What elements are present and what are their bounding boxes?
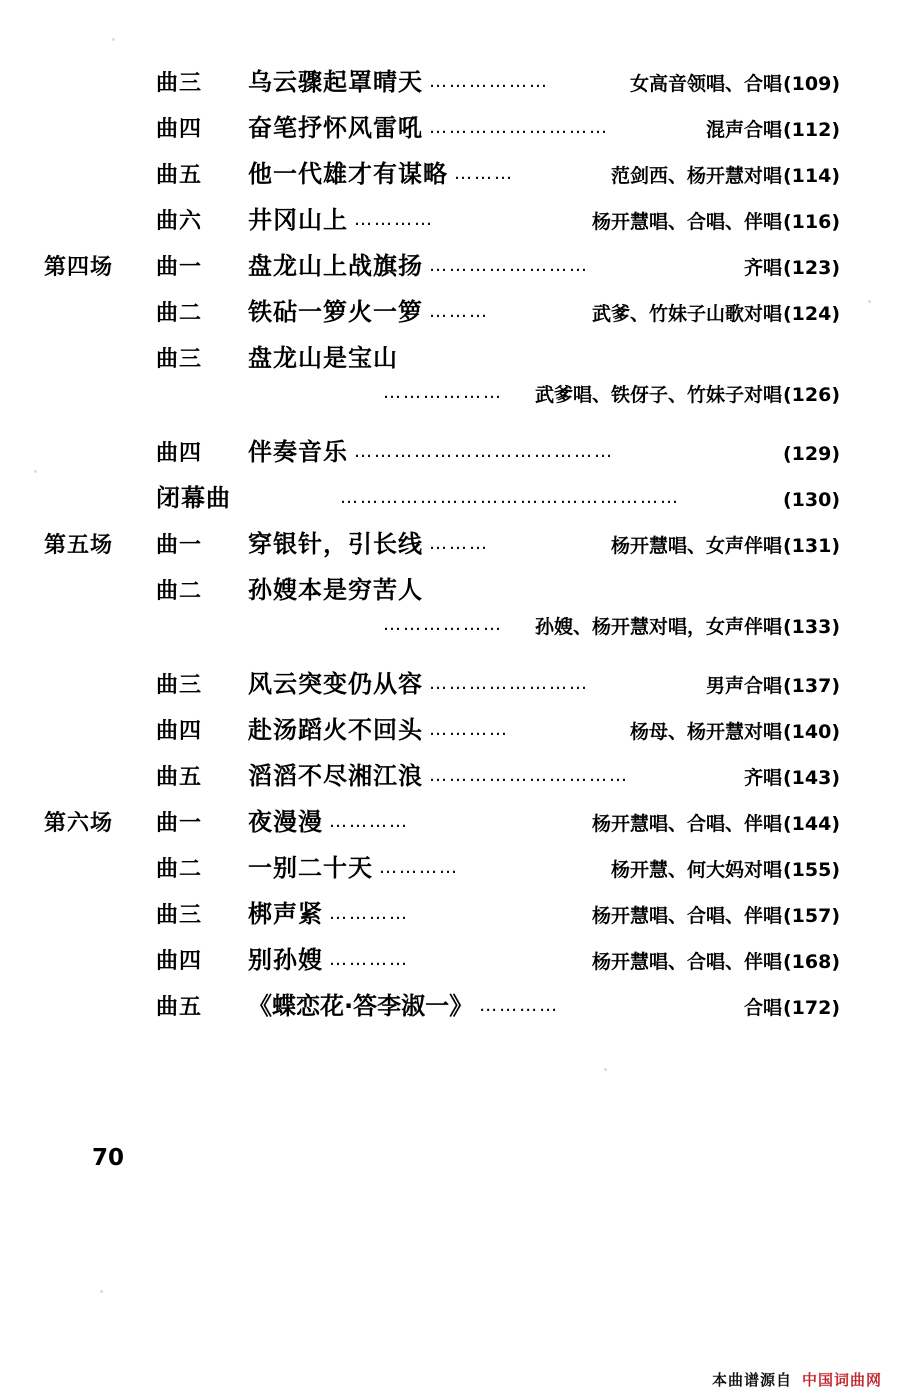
toc-song-number: 曲四 xyxy=(156,117,203,142)
toc-song-number: 曲三 xyxy=(156,347,203,372)
toc-leader-dots: ………… xyxy=(329,949,409,970)
toc-page-number: (109) xyxy=(782,73,840,95)
toc-leader-dots: …………………… xyxy=(429,255,589,276)
toc-song-title: 井冈山上 xyxy=(248,206,348,234)
toc-song-title: 铁砧一箩火一箩 xyxy=(248,298,423,326)
toc-row[interactable] xyxy=(40,570,840,612)
toc-song-title: 奋笔抒怀风雷吼 xyxy=(248,114,423,142)
toc-page-number: (123) xyxy=(782,257,840,279)
toc-song-number: 曲三 xyxy=(156,673,203,698)
source-credit xyxy=(712,1369,882,1390)
toc-song-title: 赴汤蹈火不回头 xyxy=(248,716,423,744)
toc-song-number: 曲四 xyxy=(156,949,203,974)
toc-row[interactable] xyxy=(40,710,840,756)
toc-row-continuation[interactable] xyxy=(40,380,840,432)
toc-song-number: 曲二 xyxy=(156,857,203,882)
toc-song-number: 曲六 xyxy=(156,209,203,234)
toc-row[interactable] xyxy=(40,338,840,380)
toc-leader-dots: ………… xyxy=(329,811,409,832)
toc-page-number: (116) xyxy=(782,211,840,233)
toc-song-title: 滔滔不尽湘江浪 xyxy=(248,762,423,790)
toc-row[interactable] xyxy=(40,154,840,200)
source-credit-site[interactable]: 中国词曲网 xyxy=(801,1371,882,1389)
toc-song-number: 曲二 xyxy=(156,301,203,326)
toc-song-title: 一别二十天 xyxy=(248,854,373,882)
toc-row[interactable] xyxy=(40,986,840,1032)
toc-row[interactable] xyxy=(40,62,840,108)
toc-song-title: 梆声紧 xyxy=(248,900,323,928)
toc-song-title: 他一代雄才有谋略 xyxy=(248,160,448,188)
toc-song-title: 盘龙山是宝山 xyxy=(248,344,398,372)
toc-page-number: (133) xyxy=(782,616,840,638)
toc-page-number: (168) xyxy=(782,951,840,973)
toc-song-title: 夜漫漫 xyxy=(248,808,323,836)
toc-song-title: 孙嫂本是穷苦人 xyxy=(248,576,423,604)
toc-leader-dots: ……………… xyxy=(382,382,503,403)
toc-page-number: (143) xyxy=(782,767,840,789)
toc-row[interactable] xyxy=(40,432,840,478)
toc-leader-dots: ……………… xyxy=(382,614,503,635)
toc-row-continuation[interactable] xyxy=(40,612,840,664)
toc-song-title: 伴奏音乐 xyxy=(248,438,348,466)
scan-speck xyxy=(604,1068,607,1071)
toc-row[interactable] xyxy=(40,848,840,894)
toc-leader-dots: ………………………………… xyxy=(354,441,614,462)
toc-page-number: (172) xyxy=(782,997,840,1019)
toc-row[interactable] xyxy=(40,940,840,986)
table-of-contents xyxy=(40,62,840,1032)
toc-performer: 杨开慧唱、女声伴唱 xyxy=(610,535,782,557)
toc-performer: 杨开慧、何大妈对唱 xyxy=(610,859,782,881)
toc-song-number: 曲一 xyxy=(156,811,203,836)
toc-row[interactable] xyxy=(40,108,840,154)
toc-leader-dots: ……… xyxy=(454,163,514,184)
toc-performer: 男声合唱 xyxy=(705,675,782,697)
toc-leader-dots: ……………… xyxy=(429,71,549,92)
toc-row[interactable] xyxy=(40,200,840,246)
toc-scene-label: 第四场 xyxy=(44,255,114,280)
toc-page-number: (126) xyxy=(782,384,840,406)
toc-row[interactable] xyxy=(40,894,840,940)
toc-leader-dots: …………………………………………… xyxy=(340,487,680,508)
toc-page-number: (157) xyxy=(782,905,840,927)
toc-performer: 女高音领唱、合唱 xyxy=(629,73,782,95)
toc-performer: 孙嫂、杨开慧对唱，女声伴唱 xyxy=(534,616,782,638)
toc-song-number: 曲三 xyxy=(156,903,203,928)
toc-leader-dots: ………… xyxy=(354,209,434,230)
scan-speck xyxy=(112,38,115,41)
toc-leader-dots: ………… xyxy=(379,857,459,878)
toc-song-number: 闭幕曲 xyxy=(156,484,231,512)
toc-leader-dots: ………… xyxy=(479,995,560,1016)
toc-leader-dots: ……… xyxy=(429,533,489,554)
toc-song-title: 《蝶恋花·答李淑一》 xyxy=(248,992,474,1020)
toc-scene-label: 第六场 xyxy=(44,811,114,836)
toc-song-number: 曲四 xyxy=(156,719,203,744)
scan-speck xyxy=(100,1290,103,1293)
toc-performer: 武爹唱、铁伢子、竹妹子对唱 xyxy=(534,384,782,406)
toc-leader-dots: ………………………… xyxy=(429,765,629,786)
toc-performer: 杨开慧唱、合唱、伴唱 xyxy=(591,813,782,835)
toc-song-number: 曲一 xyxy=(156,255,203,280)
toc-song-title: 穿银针，引长线 xyxy=(248,530,423,558)
scan-speck xyxy=(868,300,871,303)
toc-page-number: (144) xyxy=(782,813,840,835)
toc-performer: 齐唱 xyxy=(743,767,782,789)
toc-song-number: 曲三 xyxy=(156,71,203,96)
toc-page-number: (130) xyxy=(782,489,840,511)
toc-song-number: 曲五 xyxy=(156,765,203,790)
toc-song-number: 曲五 xyxy=(156,995,203,1020)
toc-row[interactable] xyxy=(40,802,840,848)
toc-performer: 杨开慧唱、合唱、伴唱 xyxy=(591,951,782,973)
toc-row[interactable] xyxy=(40,478,840,524)
toc-scene-label: 第五场 xyxy=(44,533,114,558)
toc-page-number: (155) xyxy=(782,859,840,881)
toc-performer: 杨母、杨开慧对唱 xyxy=(629,721,782,743)
toc-page-number: (137) xyxy=(782,675,840,697)
toc-performer: 范剑西、杨开慧对唱 xyxy=(610,165,782,187)
toc-performer: 武爹、竹妹子山歌对唱 xyxy=(591,303,782,325)
page-number: 70 xyxy=(92,1145,125,1171)
toc-leader-dots: …………………… xyxy=(429,673,589,694)
toc-song-number: 曲四 xyxy=(156,441,203,466)
toc-row[interactable] xyxy=(40,292,840,338)
toc-leader-dots: ……… xyxy=(429,301,489,322)
toc-song-title: 盘龙山上战旗扬 xyxy=(248,252,423,280)
toc-leader-dots: ……………………… xyxy=(429,117,609,138)
toc-leader-dots: ………… xyxy=(329,903,409,924)
toc-row[interactable] xyxy=(40,524,840,570)
toc-page-number: (114) xyxy=(782,165,840,187)
scan-speck xyxy=(34,470,37,473)
toc-row[interactable] xyxy=(40,756,840,802)
toc-song-title: 乌云骤起罩晴天 xyxy=(248,68,423,96)
toc-performer: 杨开慧唱、合唱、伴唱 xyxy=(591,211,782,233)
toc-row[interactable] xyxy=(40,246,840,292)
toc-performer: 合唱 xyxy=(743,997,782,1019)
toc-performer: 齐唱 xyxy=(743,257,782,279)
toc-performer: 混声合唱 xyxy=(705,119,782,141)
toc-page-number: (124) xyxy=(782,303,840,325)
toc-song-number: 曲二 xyxy=(156,579,203,604)
toc-page-number: (140) xyxy=(782,721,840,743)
toc-page-number: (112) xyxy=(782,119,840,141)
toc-row[interactable] xyxy=(40,664,840,710)
toc-page-number: (129) xyxy=(782,443,840,465)
toc-page-number: (131) xyxy=(782,535,840,557)
toc-song-number: 曲一 xyxy=(156,533,203,558)
toc-leader-dots: ………… xyxy=(429,719,509,740)
toc-song-title: 别孙嫂 xyxy=(248,946,323,974)
toc-song-number: 曲五 xyxy=(156,163,203,188)
toc-song-title: 风云突变仍从容 xyxy=(248,670,423,698)
toc-performer: 杨开慧唱、合唱、伴唱 xyxy=(591,905,782,927)
source-credit-label: 本曲谱源自 xyxy=(711,1371,792,1389)
